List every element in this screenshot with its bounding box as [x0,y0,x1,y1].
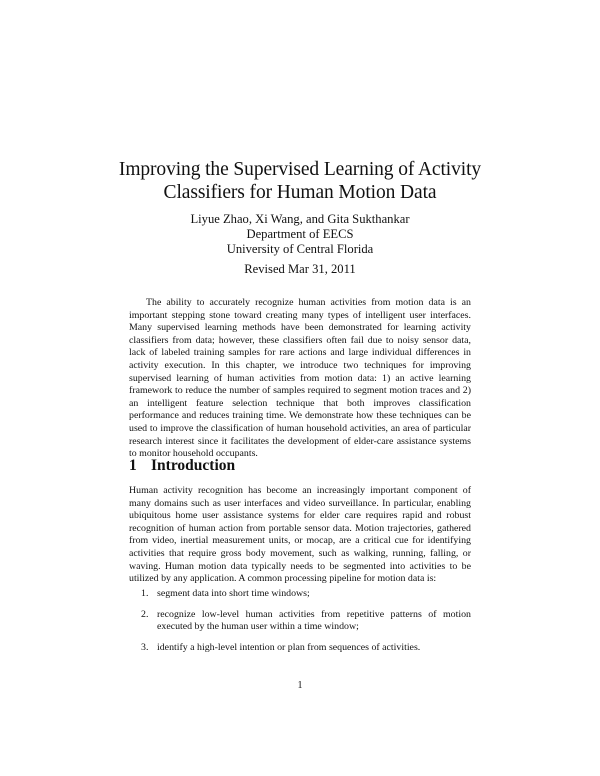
list-item-text: recognize low-level human activities from repetitive patterns of motion executed by the human user within a time window; [157,608,471,633]
intro-paragraph: Human activity recognition has become an increasingly important component of many domains such as user interfaces and video surveillance. In particular, enabling ubiquitous home user assistance systems for elder care requires rapid and robust recognition of human action from portable sensor data. Motion trajectories, gathered from video, inertial measurement units, or mocap, are a critical cue for identifying activities that require gross body movement, such as walking, running, falling, or waving. Human motion data typically needs to be segmented into activities to be utilized by any application. A common processing pipeline for motion data is: [129,485,471,585]
abstract: The ability to accurately recognize human activities from motion data is an important stepping stone toward creating many types of intelligent user interfaces. Many supervised learning methods have been demonstrated for learning activity classifiers from data; however, these classifiers often fail due to noisy sensor data, lack of labeled training samples for rare actions and large individual differences in activity execution. In this chapter, we introduce two techniques for improving supervised learning of human activities from motion data: 1) an active learning framework to reduce the number of samples required to segment motion traces and 2) an intelligent feature selection technique that both improves classification performance and reduces training time. We demonstrate how these techniques can be used to improve the classification of human household activities, an area of particular research interest since it facilitates the development of elder-care assistance systems to monitor household occupants. [129,297,471,460]
list-item-text: identify a high-level intention or plan from sequences of activities. [157,641,421,653]
paper-title [100,158,500,204]
title-line-2: Classifiers for Human Motion Data [163,182,437,203]
authors: Liyue Zhao, Xi Wang, and Gita Sukthankar [190,212,410,226]
university: University of Central Florida [226,242,374,257]
section-heading [129,457,235,475]
title-line-1: Improving the Supervised Learning of Activity [118,159,482,180]
list-item-text: segment data into short time windows; [157,588,310,599]
list-item [129,588,471,601]
list-item [129,609,471,634]
list-item [129,642,471,655]
list-marker: 3. [141,641,149,653]
department: Department of EECS [246,227,354,242]
pipeline-list [129,588,471,662]
page-number: 1 [297,680,303,691]
section-title: Introduction [151,457,236,474]
section-number: 1 [129,457,137,474]
list-marker: 1. [141,588,149,599]
revision-date: Revised Mar 31, 2011 [244,262,356,276]
author-block [100,212,500,258]
list-marker: 2. [141,608,149,620]
